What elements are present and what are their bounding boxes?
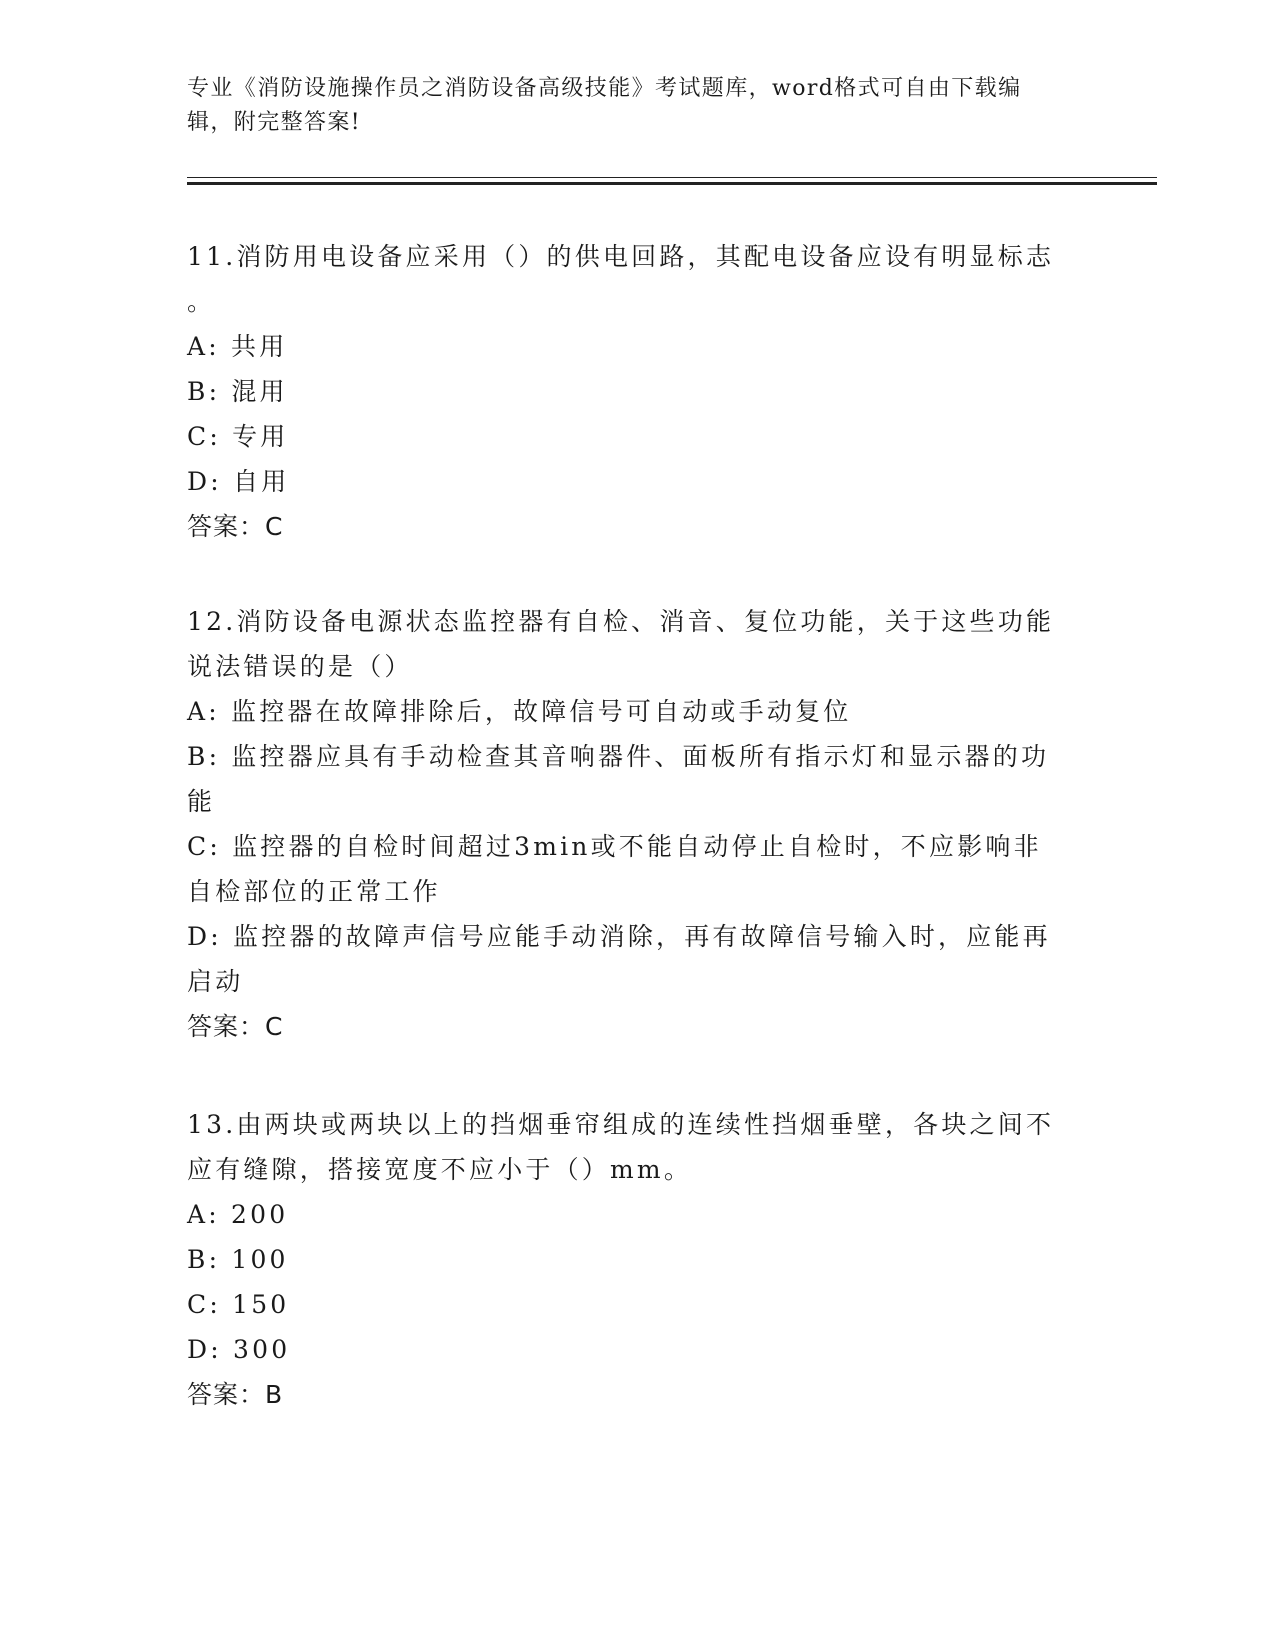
answer: 答案：B: [187, 1380, 284, 1409]
option-b: B: 混用: [187, 377, 288, 406]
answer: 答案：C: [187, 1012, 284, 1041]
document-header: [187, 72, 1067, 140]
option-b-line-1: B: 监控器应具有手动检查其音响器件、面板所有指示灯和显示器的功: [187, 742, 1050, 771]
question-12: [187, 599, 1077, 1049]
header-line-1: 专业《消防设施操作员之消防设备高级技能》考试题库，word格式可自由下载编: [187, 76, 1022, 101]
header-line-2: 辑，附完整答案!: [187, 110, 362, 135]
question-stem-line: 。: [187, 287, 216, 316]
option-d-line-2: 启动: [187, 967, 244, 996]
question-11: [187, 234, 1077, 549]
option-d-line-1: D: 监控器的故障声信号应能手动消除，再有故障信号输入时，应能再: [187, 922, 1051, 951]
option-b: B: 100: [187, 1245, 289, 1274]
option-a: A: 200: [187, 1200, 289, 1229]
option-d: D: 自用: [187, 467, 290, 496]
question-stem-line: 应有缝隙，搭接宽度不应小于（）mm。: [187, 1155, 693, 1184]
question-stem-line: 13.由两块或两块以上的挡烟垂帘组成的连续性挡烟垂壁，各块之间不: [187, 1110, 1055, 1139]
option-a: A: 共用: [187, 332, 288, 361]
question-stem-line: 说法错误的是（）: [187, 652, 413, 681]
question-stem-line: 11.消防用电设备应采用（）的供电回路，其配电设备应设有明显标志: [187, 242, 1055, 271]
option-c: C: 150: [187, 1290, 290, 1319]
header-divider-thick: [187, 182, 1157, 185]
option-c-line-2: 自检部位的正常工作: [187, 877, 441, 906]
answer: 答案：C: [187, 512, 284, 541]
option-c: C: 专用: [187, 422, 289, 451]
option-d: D: 300: [187, 1335, 291, 1364]
option-a: A: 监控器在故障排除后，故障信号可自动或手动复位: [187, 697, 852, 726]
question-stem-line: 12.消防设备电源状态监控器有自检、消音、复位功能，关于这些功能: [187, 607, 1055, 636]
option-c-line-1: C: 监控器的自检时间超过3min或不能自动停止自检时，不应影响非: [187, 832, 1042, 861]
option-b-line-2: 能: [187, 787, 216, 816]
question-13: [187, 1102, 1077, 1417]
header-divider-thin: [187, 177, 1157, 178]
